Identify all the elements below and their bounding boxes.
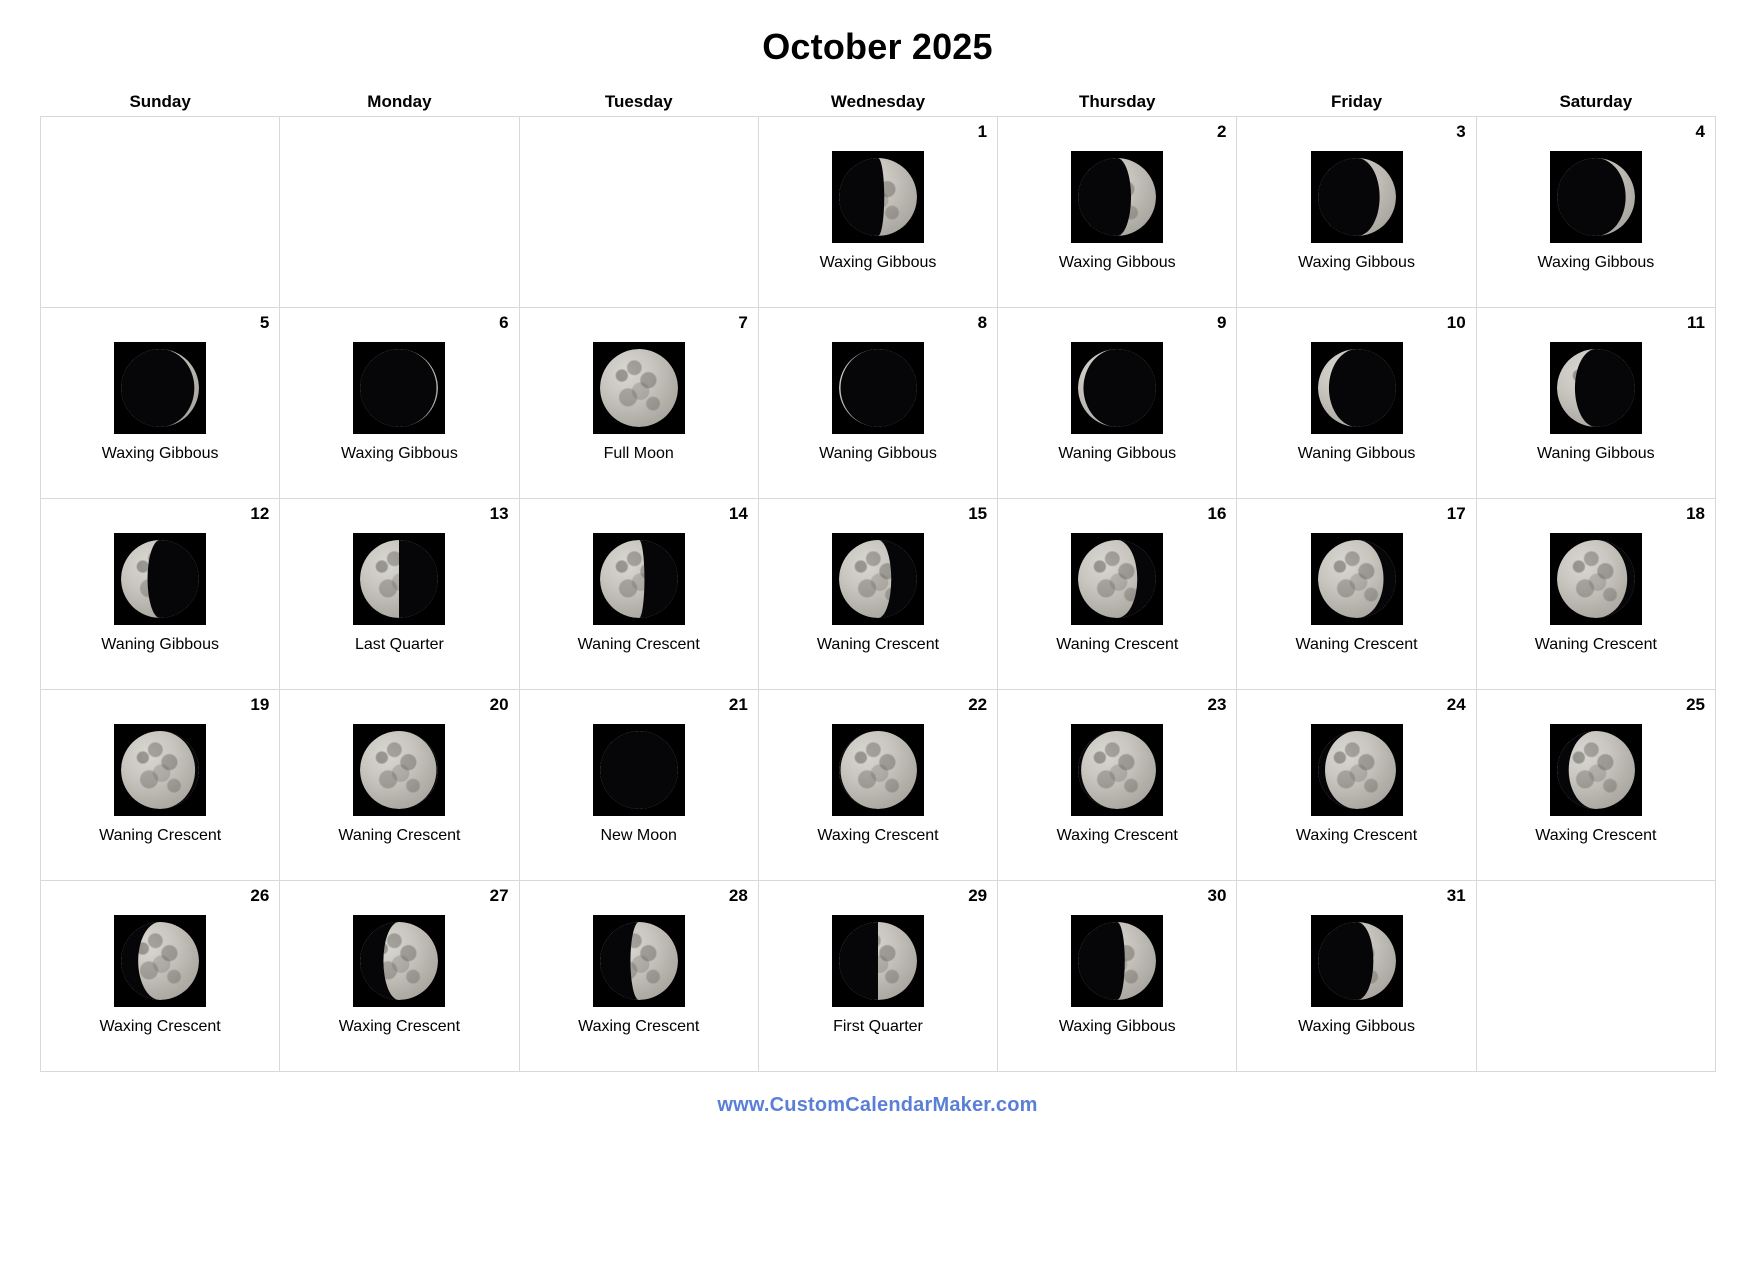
- moon-shadow: [1078, 731, 1156, 809]
- calendar-week-row: [41, 308, 1716, 499]
- moon-disc: [839, 922, 917, 1000]
- site-credit-link[interactable]: www.CustomCalendarMaker.com: [717, 1094, 1038, 1116]
- moon-shadow: [1557, 731, 1635, 809]
- day-number: 3: [1456, 122, 1466, 141]
- day-number: 31: [1446, 886, 1466, 905]
- calendar-grid: [40, 88, 1716, 1072]
- moon-phase-label: Waxing Gibbous: [101, 445, 219, 462]
- moon-shadow: [839, 158, 917, 236]
- moon-shadow: [839, 731, 917, 809]
- moon-phase-icon: [1311, 724, 1403, 816]
- moon-shadow: [1557, 540, 1635, 618]
- day-cell-content: [759, 881, 997, 1071]
- moon-disc: [360, 349, 438, 427]
- day-number: 13: [489, 504, 509, 523]
- moon-phase-icon: [832, 151, 924, 243]
- page-title: October 2025: [762, 26, 993, 67]
- day-cell-content: [1237, 117, 1475, 307]
- moon-phase-label: Waxing Crescent: [338, 1018, 461, 1035]
- day-cell-content: [998, 308, 1236, 498]
- day-number: 19: [250, 695, 270, 714]
- day-cell-content: [1237, 308, 1475, 498]
- moon-phase-icon: [832, 724, 924, 816]
- calendar-day-cell[interactable]: [758, 308, 997, 499]
- moon-phase-icon: [1071, 915, 1163, 1007]
- calendar-body: [41, 117, 1716, 1072]
- moon-phase-icon: [114, 724, 206, 816]
- day-cell-content: [41, 690, 279, 880]
- moon-phase-icon: [1550, 724, 1642, 816]
- moon-disc: [1078, 540, 1156, 618]
- moon-phase-icon: [1311, 915, 1403, 1007]
- weekday-header-saturday: Saturday: [1476, 88, 1715, 117]
- moon-disc: [121, 349, 199, 427]
- day-cell-content: [280, 499, 518, 689]
- day-number: 4: [1695, 122, 1705, 141]
- moon-disc: [839, 731, 917, 809]
- moon-shadow: [121, 349, 199, 427]
- day-number: 6: [499, 313, 509, 332]
- moon-phase-label: Waxing Crescent: [1056, 827, 1178, 844]
- day-cell-content: [998, 117, 1236, 307]
- day-number: 29: [968, 886, 988, 905]
- moon-phase-icon: [353, 724, 445, 816]
- moon-shadow: [600, 349, 678, 427]
- day-number: 24: [1446, 695, 1466, 714]
- calendar-day-cell[interactable]: [1476, 308, 1715, 499]
- moon-disc: [360, 731, 438, 809]
- weekday-header-row: [41, 88, 1716, 117]
- day-cell-content: [41, 308, 279, 498]
- moon-disc: [1078, 731, 1156, 809]
- day-number: 23: [1207, 695, 1227, 714]
- moon-disc: [600, 540, 678, 618]
- moon-phase-icon: [1071, 533, 1163, 625]
- weekday-header-tuesday: Tuesday: [519, 88, 758, 117]
- moon-disc: [1318, 731, 1396, 809]
- moon-disc: [600, 922, 678, 1000]
- day-number: 20: [489, 695, 509, 714]
- calendar-day-cell[interactable]: [1237, 117, 1476, 308]
- weekday-header-monday: Monday: [280, 88, 519, 117]
- day-cell-content: [759, 117, 997, 307]
- moon-shadow: [839, 349, 917, 427]
- calendar-day-cell[interactable]: [280, 881, 519, 1072]
- calendar-day-cell[interactable]: [519, 499, 758, 690]
- moon-phase-icon: [593, 915, 685, 1007]
- moon-shadow: [1557, 158, 1635, 236]
- moon-disc: [1318, 922, 1396, 1000]
- day-number: 15: [968, 504, 988, 523]
- calendar-day-cell[interactable]: [998, 499, 1237, 690]
- calendar-day-cell[interactable]: [1476, 690, 1715, 881]
- moon-disc: [1318, 540, 1396, 618]
- calendar-day-cell[interactable]: [758, 117, 997, 308]
- moon-disc: [360, 540, 438, 618]
- calendar-day-cell[interactable]: [519, 308, 758, 499]
- moon-phase-icon: [593, 342, 685, 434]
- moon-phase-label: Waning Crescent: [99, 827, 222, 844]
- moon-phase-icon: [593, 533, 685, 625]
- calendar-day-cell[interactable]: [998, 690, 1237, 881]
- calendar-cell-empty: [519, 117, 758, 308]
- moon-shadow: [839, 540, 917, 618]
- moon-phase-icon: [1550, 151, 1642, 243]
- day-cell-content: [1237, 499, 1475, 689]
- calendar-day-cell[interactable]: [758, 690, 997, 881]
- moon-shadow: [1318, 349, 1396, 427]
- calendar-day-cell[interactable]: [1237, 881, 1476, 1072]
- day-cell-content: [1237, 690, 1475, 880]
- moon-phase-label: Waxing Gibbous: [1298, 1018, 1415, 1035]
- day-number: 5: [259, 313, 270, 332]
- moon-shadow: [1078, 540, 1156, 618]
- day-cell-content: [520, 690, 758, 880]
- moon-phase-label: Waning Crescent: [338, 827, 461, 844]
- moon-disc: [1557, 731, 1635, 809]
- moon-shadow: [360, 349, 438, 427]
- moon-phase-icon: [1550, 533, 1642, 625]
- day-cell-content: [1477, 117, 1715, 307]
- weekday-header-wednesday: Wednesday: [758, 88, 997, 117]
- calendar-week-row: [41, 499, 1716, 690]
- moon-shadow: [360, 922, 438, 1000]
- moon-shadow: [121, 922, 199, 1000]
- day-number: 16: [1207, 504, 1227, 523]
- moon-phase-label: Waxing Gibbous: [1058, 1018, 1176, 1035]
- weekday-header-sunday: Sunday: [41, 88, 280, 117]
- moon-disc: [360, 922, 438, 1000]
- day-number: 28: [728, 886, 748, 905]
- moon-shadow: [1078, 922, 1156, 1000]
- moon-disc: [600, 349, 678, 427]
- moon-disc: [121, 540, 199, 618]
- calendar-cell-empty: [280, 117, 519, 308]
- calendar-cell-empty: [41, 117, 280, 308]
- calendar-day-cell[interactable]: [1237, 499, 1476, 690]
- day-cell-content: [1477, 308, 1715, 498]
- moon-disc: [1557, 349, 1635, 427]
- calendar-day-cell[interactable]: [758, 881, 997, 1072]
- day-number: 18: [1686, 504, 1705, 523]
- moon-phase-icon: [114, 342, 206, 434]
- calendar-day-cell[interactable]: [41, 690, 280, 881]
- moon-phase-label: Waxing Crescent: [99, 1018, 221, 1035]
- moon-shadow: [121, 731, 199, 809]
- moon-phase-label: Waning Gibbous: [819, 445, 937, 462]
- moon-shadow: [360, 540, 438, 618]
- calendar-day-cell[interactable]: [280, 308, 519, 499]
- day-cell-content: [280, 308, 518, 498]
- calendar-cell-empty: [1476, 881, 1715, 1072]
- weekday-header-thursday: Thursday: [998, 88, 1237, 117]
- calendar-day-cell[interactable]: [1476, 117, 1715, 308]
- moon-shadow: [1078, 349, 1156, 427]
- moon-disc: [1078, 158, 1156, 236]
- moon-phase-label: Waxing Gibbous: [1298, 254, 1415, 271]
- moon-phase-label: Waxing Crescent: [1295, 827, 1418, 844]
- moon-disc: [839, 349, 917, 427]
- day-number: 14: [728, 504, 748, 523]
- moon-phase-label: New Moon: [600, 827, 677, 844]
- day-cell-content: [998, 499, 1236, 689]
- moon-disc: [839, 540, 917, 618]
- moon-phase-label: Waxing Crescent: [817, 827, 939, 844]
- moon-disc: [1557, 540, 1635, 618]
- moon-shadow: [1557, 349, 1635, 427]
- day-cell-content: [998, 881, 1236, 1071]
- moon-phase-icon: [114, 915, 206, 1007]
- moon-phase-label: Waxing Crescent: [578, 1018, 700, 1035]
- calendar-day-cell[interactable]: [998, 117, 1237, 308]
- day-number: 17: [1446, 504, 1466, 523]
- calendar-day-cell[interactable]: [1237, 308, 1476, 499]
- moon-phase-icon: [1071, 724, 1163, 816]
- day-cell-content: [759, 308, 997, 498]
- day-number: 26: [250, 886, 270, 905]
- day-number: 1: [977, 122, 988, 141]
- day-cell-content: [1477, 499, 1715, 689]
- day-cell-content: [520, 499, 758, 689]
- moon-phase-label: Waxing Gibbous: [1537, 254, 1655, 271]
- moon-phase-label: Waxing Crescent: [1535, 827, 1657, 844]
- moon-phase-label: Waxing Gibbous: [341, 445, 458, 462]
- moon-disc: [1318, 158, 1396, 236]
- moon-phase-icon: [832, 915, 924, 1007]
- moon-phase-icon: [353, 533, 445, 625]
- calendar-day-cell[interactable]: [519, 690, 758, 881]
- day-cell-content: [520, 881, 758, 1071]
- moon-disc: [121, 922, 199, 1000]
- calendar-page: [0, 26, 1755, 1266]
- moon-shadow: [1318, 158, 1396, 236]
- moon-phase-label: Waning Gibbous: [1536, 445, 1655, 462]
- moon-shadow: [600, 922, 678, 1000]
- moon-phase-label: Waning Crescent: [816, 636, 940, 653]
- day-cell-content: [759, 690, 997, 880]
- day-cell-content: [759, 499, 997, 689]
- moon-shadow: [839, 922, 917, 1000]
- day-number: 21: [728, 695, 748, 714]
- moon-shadow: [1318, 540, 1396, 618]
- moon-phase-label: First Quarter: [833, 1018, 923, 1035]
- calendar-day-cell[interactable]: [998, 308, 1237, 499]
- moon-disc: [839, 158, 917, 236]
- day-number: 8: [977, 313, 988, 332]
- moon-shadow: [600, 731, 678, 809]
- moon-phase-label: Waning Gibbous: [1297, 445, 1416, 462]
- moon-disc: [1318, 349, 1396, 427]
- day-number: 9: [1216, 313, 1227, 332]
- day-number: 7: [738, 313, 748, 332]
- moon-disc: [1557, 158, 1635, 236]
- calendar-day-cell[interactable]: [41, 499, 280, 690]
- moon-phase-icon: [353, 915, 445, 1007]
- moon-phase-icon: [593, 724, 685, 816]
- moon-phase-icon: [1311, 533, 1403, 625]
- moon-phase-icon: [832, 342, 924, 434]
- day-cell-content: [998, 690, 1236, 880]
- weekday-header-friday: Friday: [1237, 88, 1476, 117]
- day-number: 11: [1687, 313, 1705, 332]
- day-number: 10: [1446, 313, 1466, 332]
- moon-phase-label: Waning Crescent: [577, 636, 700, 653]
- moon-shadow: [1318, 922, 1396, 1000]
- calendar-day-cell[interactable]: [519, 881, 758, 1072]
- moon-disc: [121, 731, 199, 809]
- day-number: 12: [250, 504, 270, 523]
- calendar-week-row: [41, 690, 1716, 881]
- moon-phase-icon: [1311, 342, 1403, 434]
- moon-shadow: [600, 540, 678, 618]
- moon-disc: [1078, 349, 1156, 427]
- moon-phase-icon: [1071, 342, 1163, 434]
- day-cell-content: [1477, 690, 1715, 880]
- moon-phase-icon: [114, 533, 206, 625]
- calendar-week-row: [41, 117, 1716, 308]
- moon-phase-label: Full Moon: [603, 445, 674, 462]
- moon-phase-icon: [1550, 342, 1642, 434]
- moon-phase-label: Waning Crescent: [1056, 636, 1179, 653]
- day-cell-content: [41, 881, 279, 1071]
- moon-shadow: [121, 540, 199, 618]
- moon-phase-icon: [1311, 151, 1403, 243]
- moon-disc: [600, 731, 678, 809]
- calendar-day-cell[interactable]: [758, 499, 997, 690]
- moon-phase-icon: [832, 533, 924, 625]
- day-cell-content: [1237, 881, 1475, 1071]
- day-number: 2: [1216, 122, 1227, 141]
- day-number: 27: [489, 886, 509, 905]
- moon-phase-label: Waxing Gibbous: [1058, 254, 1176, 271]
- calendar-day-cell[interactable]: [1237, 690, 1476, 881]
- moon-phase-label: Waning Crescent: [1295, 636, 1418, 653]
- calendar-week-row: [41, 881, 1716, 1072]
- calendar-day-cell[interactable]: [998, 881, 1237, 1072]
- calendar-day-cell[interactable]: [41, 308, 280, 499]
- moon-disc: [1078, 922, 1156, 1000]
- calendar-day-cell[interactable]: [41, 881, 280, 1072]
- moon-phase-label: Waning Crescent: [1534, 636, 1657, 653]
- day-number: 22: [968, 695, 988, 714]
- moon-phase-icon: [353, 342, 445, 434]
- moon-shadow: [1078, 158, 1156, 236]
- moon-phase-label: Waning Gibbous: [101, 636, 219, 653]
- moon-phase-label: Waxing Gibbous: [819, 254, 937, 271]
- calendar-day-cell[interactable]: [280, 690, 519, 881]
- moon-phase-label: Last Quarter: [354, 636, 444, 653]
- day-cell-content: [520, 308, 758, 498]
- day-number: 30: [1207, 886, 1227, 905]
- moon-shadow: [1318, 731, 1396, 809]
- day-cell-content: [41, 499, 279, 689]
- day-cell-content: [280, 881, 518, 1071]
- moon-shadow: [360, 731, 438, 809]
- day-number: 25: [1686, 695, 1705, 714]
- day-cell-content: [280, 690, 518, 880]
- moon-phase-label: Waning Gibbous: [1058, 445, 1177, 462]
- site-credit: [40, 1094, 1715, 1117]
- calendar-day-cell[interactable]: [1476, 499, 1715, 690]
- calendar-day-cell[interactable]: [280, 499, 519, 690]
- moon-phase-icon: [1071, 151, 1163, 243]
